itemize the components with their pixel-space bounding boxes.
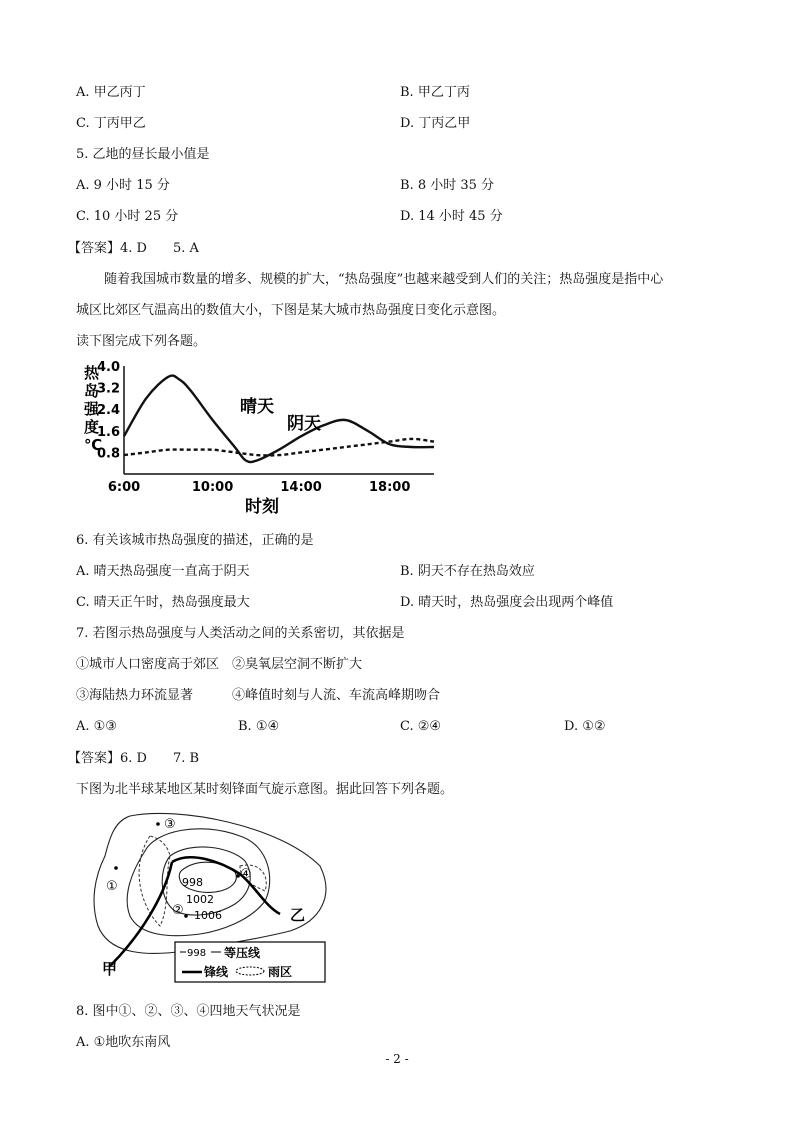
series-label-sunny: 晴天 bbox=[240, 397, 274, 417]
series-label-cloudy: 阴天 bbox=[287, 414, 321, 434]
q5-option-a: A. 9 小时 15 分 bbox=[76, 178, 170, 193]
q6-option-a: A. 晴天热岛强度一直高于阴天 bbox=[76, 564, 250, 579]
q6-option-b: B. 阴天不存在热岛效应 bbox=[400, 564, 535, 579]
q7-option-d: D. ①② bbox=[564, 719, 606, 734]
point-label-1: ① bbox=[106, 879, 118, 894]
place-label-jia: 甲 bbox=[102, 960, 118, 978]
point-label-4: ④ bbox=[240, 867, 252, 882]
series-line-sunny bbox=[124, 376, 434, 462]
q6-option-c: C. 晴天正午时，热岛强度最大 bbox=[76, 595, 250, 610]
series-line-cloudy bbox=[124, 439, 434, 456]
chart-axes bbox=[124, 366, 434, 474]
map-legend bbox=[175, 942, 325, 982]
legend-rain-label: 雨区 bbox=[268, 965, 293, 979]
passage1-line3: 读下图完成下列各题。 bbox=[76, 334, 207, 349]
q7-statements-1: ①城市人口密度高于郊区 ②臭氧层空洞不断扩大 bbox=[76, 657, 363, 672]
isobar-label-1006: 1006 bbox=[194, 909, 222, 922]
x-tick-label: 10:00 bbox=[191, 480, 234, 495]
legend-isobar-value: 998 bbox=[187, 948, 207, 959]
q4-option-d: D. 丁丙乙甲 bbox=[400, 116, 471, 131]
q7-stem: 7. 若图示热岛强度与人类活动之间的关系密切，其依据是 bbox=[76, 626, 405, 641]
y-tick-label: 0.8 bbox=[96, 446, 120, 462]
q6-option-d: D. 晴天时，热岛强度会出现两个峰值 bbox=[400, 595, 614, 610]
q4-option-a: A. 甲乙丙丁 bbox=[76, 85, 146, 100]
y-tick-label: 1.6 bbox=[96, 424, 120, 440]
point-dot-1 bbox=[114, 866, 118, 870]
place-label-yi: 乙 bbox=[290, 906, 306, 924]
x-tick-label: 6:00 bbox=[107, 480, 141, 495]
point-label-3: ③ bbox=[164, 817, 176, 832]
q7-option-a: A. ①③ bbox=[76, 719, 117, 734]
legend-isobar-label: 等压线 bbox=[224, 946, 261, 960]
q4-option-b: B. 甲乙丁丙 bbox=[400, 85, 470, 100]
point-label-2: ② bbox=[172, 903, 184, 918]
legend-front-label: 锋线 bbox=[204, 965, 229, 979]
frontal-cyclone-map bbox=[90, 806, 330, 986]
point-dot-2 bbox=[184, 914, 188, 918]
q5-option-c: C. 10 小时 25 分 bbox=[76, 209, 179, 224]
passage2: 下图为北半球某地区某时刻锋面气旋示意图。据此回答下列各题。 bbox=[76, 782, 454, 797]
y-tick-label: 3.2 bbox=[96, 381, 120, 397]
x-tick-label: 18:00 bbox=[369, 480, 411, 495]
q7-statements-2: ③海陆热力环流显著 ④峰值时刻与人流、车流高峰期吻合 bbox=[76, 688, 441, 703]
q4-option-c: C. 丁丙甲乙 bbox=[76, 116, 146, 131]
x-tick-label: 14:00 bbox=[280, 480, 322, 495]
q5-option-b: B. 8 小时 35 分 bbox=[400, 178, 495, 193]
q5-option-d: D. 14 小时 45 分 bbox=[400, 209, 503, 224]
y-axis-label: 热岛强度℃ bbox=[84, 364, 103, 454]
y-tick-label: 4.0 bbox=[96, 360, 120, 375]
q6-stem: 6. 有关该城市热岛强度的描述，正确的是 bbox=[76, 533, 314, 548]
isobar-label-998: 998 bbox=[182, 876, 203, 889]
x-axis-label: 时刻 bbox=[245, 497, 279, 517]
passage1-line2: 城区比郊区气温高出的数值大小，下图是某大城市热岛强度日变化示意图。 bbox=[76, 303, 506, 318]
q7-option-b: B. ①④ bbox=[238, 719, 280, 734]
heat-island-chart bbox=[80, 360, 440, 518]
q8-option-a: A. ①地吹东南风 bbox=[76, 1035, 171, 1050]
q5-stem: 5. 乙地的昼长最小值是 bbox=[76, 147, 210, 162]
point-dot-3 bbox=[156, 822, 160, 826]
q7-option-c: C. ②④ bbox=[400, 719, 442, 734]
answer-4-5: 【答案】4. D 5. A bbox=[68, 241, 199, 256]
q8-stem: 8. 图中①、②、③、④四地天气状况是 bbox=[76, 1004, 301, 1019]
passage1-line1: 随着我国城市数量的增多、规模的扩大，“热岛强度”也越来越受到人们的关注；热岛强度是指中心 bbox=[104, 272, 664, 287]
answer-6-7: 【答案】6. D 7. B bbox=[68, 751, 200, 766]
isobar-label-1002: 1002 bbox=[186, 893, 214, 906]
y-tick-label: 2.4 bbox=[96, 403, 120, 419]
page-number: - 2 - bbox=[385, 1052, 409, 1066]
